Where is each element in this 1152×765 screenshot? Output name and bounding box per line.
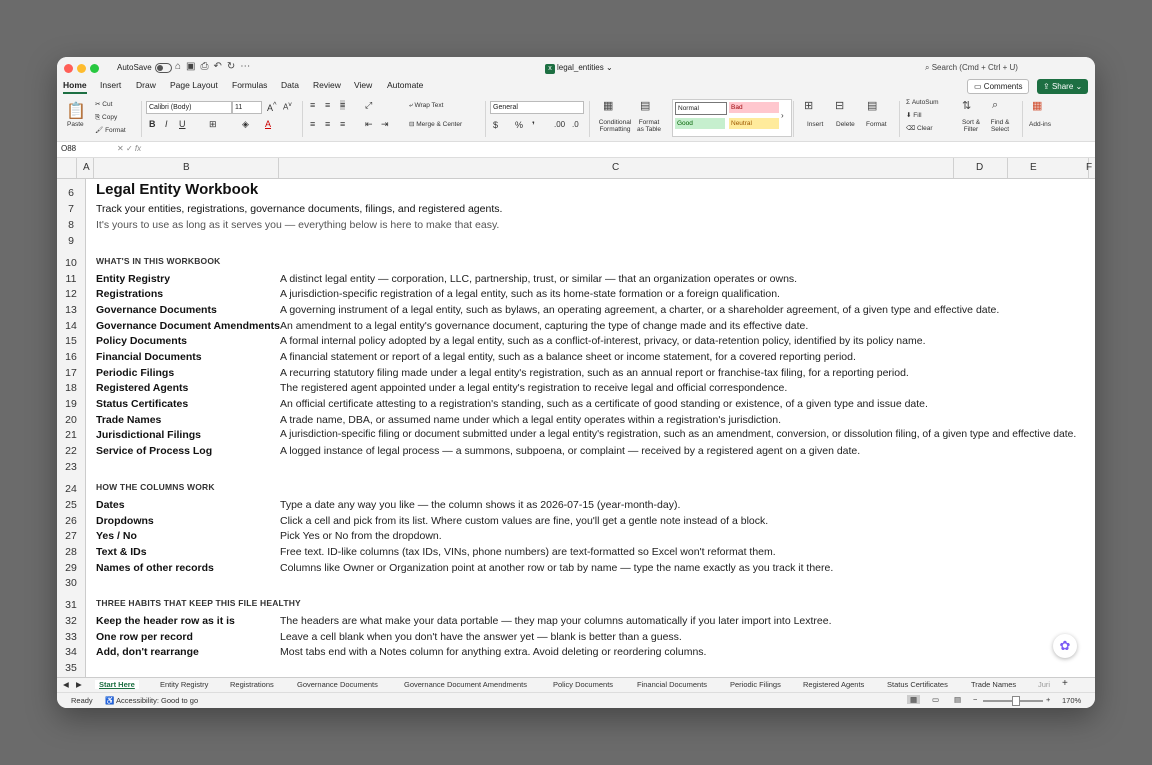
tab-automate[interactable]: Automate	[387, 80, 424, 90]
decrease-indent-icon[interactable]: ⇤	[365, 119, 373, 129]
home-icon[interactable]: ⌂	[175, 61, 187, 72]
row-number[interactable]: 19	[65, 398, 77, 410]
workbook-item-name: Service of Process Log	[96, 445, 213, 457]
underline-icon[interactable]: U	[179, 119, 186, 129]
normal-view-icon[interactable]: ▦	[907, 695, 920, 704]
excel-window	[57, 57, 1095, 708]
row-number[interactable]: 31	[65, 599, 77, 611]
clear-label: Clear	[917, 125, 933, 132]
row-number[interactable]: 20	[65, 414, 77, 426]
workbook-item-desc: A distinct legal entity — corporation, LLC, partnership, trust, or similar — that an organization operates or owns.	[280, 273, 798, 285]
align-right-icon[interactable]: ≡	[340, 119, 346, 129]
zoom-window-button[interactable]	[90, 64, 99, 73]
chevron-down-icon: ⌄	[605, 63, 613, 72]
tab-draw[interactable]: Draw	[136, 80, 156, 90]
ribbon-divider	[1022, 101, 1023, 137]
delete-cells-icon[interactable]: ⊟	[835, 100, 845, 112]
row-number[interactable]: 35	[65, 662, 77, 674]
row-number[interactable]: 8	[68, 219, 74, 231]
currency-icon[interactable]: $	[493, 120, 499, 130]
column-header-e[interactable]: E	[1030, 162, 1037, 173]
row-number[interactable]: 12	[65, 288, 77, 300]
row-number[interactable]: 6	[68, 187, 74, 199]
find-select-button[interactable]: Find & Select	[990, 119, 1010, 134]
zoom-slider-handle[interactable]	[1012, 696, 1020, 706]
ribbon-tabs	[57, 79, 1095, 97]
orientation-icon[interactable]: ⤢	[365, 100, 373, 110]
decrease-decimal-icon[interactable]: .0	[572, 120, 579, 129]
workbook-title: Legal Entity Workbook	[96, 181, 259, 198]
workbook-item-desc: An amendment to a legal entity's governance document, capturing the type of change made and its effective date.	[280, 320, 809, 332]
sheet-tab-jurisdictional-filings[interactable]: Juri	[1038, 680, 1051, 689]
redo-icon[interactable]: ↻	[226, 61, 241, 72]
column-divider	[278, 158, 279, 178]
sheet-tab-financial-documents[interactable]: Financial Documents	[637, 680, 708, 689]
section-heading: THREE HABITS THAT KEEP THIS FILE HEALTHY	[96, 598, 301, 608]
sort-filter-button[interactable]: Sort & Filter	[961, 119, 981, 134]
delete-cells-button[interactable]: Delete	[836, 121, 855, 128]
intro-subtext: It's yours to use as long as it serves you — everything below is here to make that easy.	[96, 219, 500, 231]
sort-filter-icon[interactable]: ⇅	[962, 100, 972, 112]
enter-icon[interactable]: ✓	[125, 144, 133, 153]
row-number[interactable]: 13	[65, 304, 77, 316]
status-bar	[57, 692, 1095, 708]
comment-icon: ▭	[974, 82, 982, 91]
tab-review[interactable]: Review	[313, 80, 341, 90]
align-left-icon[interactable]: ≡	[310, 119, 316, 129]
close-window-button[interactable]	[64, 64, 73, 73]
workbook-item-name: Governance Documents	[96, 304, 217, 316]
workbook-item-name: Registered Agents	[96, 382, 189, 394]
sheet-tab-governance-document-amendments[interactable]: Governance Document Amendments	[404, 680, 527, 689]
format-as-table-icon[interactable]: ▤	[640, 100, 651, 112]
chevron-down-icon: ⌄	[1075, 82, 1083, 91]
row-number[interactable]: 11	[65, 273, 77, 285]
row-number[interactable]: 23	[65, 461, 77, 473]
paste-button[interactable]: Paste	[67, 121, 84, 128]
row-number[interactable]: 29	[65, 562, 77, 574]
fill-button[interactable]: ⬇ Fill	[906, 112, 922, 119]
row-number[interactable]: 7	[68, 203, 74, 215]
autosave-switch[interactable]	[155, 63, 172, 73]
decrease-font-icon[interactable]: $A^v$	[283, 101, 292, 112]
more-icon[interactable]: ⋯	[240, 61, 256, 72]
row-number[interactable]: 27	[65, 530, 77, 542]
column-divider	[953, 158, 954, 178]
title-bar	[57, 57, 1095, 79]
style-normal[interactable]: Normal	[675, 102, 727, 115]
workbook-item-desc: A financial statement or report of a legal entity, such as a balance sheet or income statement, for a covered reporting period.	[280, 351, 856, 363]
column-rule-desc: Free text. ID-like columns (tax IDs, VINs, phone numbers) are text-formatted so Excel won't reformat them.	[280, 546, 776, 558]
column-divider	[1007, 158, 1008, 178]
row-number[interactable]: 25	[65, 499, 77, 511]
comments-button[interactable]	[967, 79, 1029, 94]
cancel-icon[interactable]: ✕	[117, 144, 124, 153]
insert-cells-button[interactable]: Insert	[807, 121, 824, 128]
column-header-b[interactable]: B	[183, 162, 190, 173]
habit-desc: Leave a cell blank when you don't have the answer yet — blank is better than a guess.	[280, 631, 682, 643]
sheet-tabs	[57, 677, 1095, 692]
ribbon-home	[57, 97, 1095, 142]
autosave-toggle[interactable]	[117, 63, 172, 73]
autosum-label: AutoSum	[911, 99, 939, 106]
autosave-label: AutoSave	[117, 63, 152, 73]
workbook-item-desc: A logged instance of legal process — a summons, subpoena, or complaint — received by a registered agent on a given date.	[280, 445, 861, 457]
copilot-icon[interactable]: ✿	[1053, 634, 1077, 658]
row-number[interactable]: 34	[65, 646, 77, 658]
comments-label: Comments	[983, 82, 1023, 91]
workbook-item-desc: A jurisdiction-specific filing or document submitted under a legal entity's registration, such as an amendment, conversion, or dissolution filing, of a given type and effective date.	[280, 429, 1077, 440]
row-number[interactable]: 26	[65, 515, 77, 527]
find-select-icon[interactable]: ⌕	[992, 99, 999, 111]
search-box[interactable]	[925, 63, 1018, 73]
workbook-item-name: Policy Documents	[96, 335, 188, 347]
workbook-item-desc: The registered agent appointed under a legal entity's registration to receive legal and official correspondence.	[280, 382, 788, 394]
column-rule-name: Dropdowns	[96, 515, 154, 527]
search-icon: ⌕	[925, 63, 930, 72]
excel-file-icon: x	[545, 64, 555, 74]
column-rule-desc: Columns like Owner or Organization point at another row or tab by name — type the name exactly as you track it there.	[280, 562, 834, 574]
row-number[interactable]: 16	[65, 351, 77, 363]
percent-icon[interactable]: %	[515, 120, 524, 130]
paste-icon[interactable]: 📋	[66, 103, 86, 120]
column-header-d[interactable]: D	[976, 162, 984, 173]
column-rule-desc: Click a cell and pick from its list. Where custom values are fine, you'll get a gentle note instead of a block.	[280, 515, 769, 527]
column-header-a[interactable]: A	[83, 162, 90, 173]
tab-home[interactable]: Home	[63, 80, 87, 94]
align-middle-icon[interactable]: ≡	[325, 100, 331, 110]
intro-text: Track your entities, registrations, governance documents, filings, and registered agents.	[96, 203, 503, 215]
insert-cells-icon[interactable]: ⊞	[804, 100, 814, 112]
align-top-icon[interactable]: ≡	[310, 100, 316, 110]
workbook-item-desc: A governing instrument of a legal entity, such as bylaws, an operating agreement, a charter, or a shareholder agreement, of a given type and effective date.	[280, 304, 1000, 316]
style-neutral[interactable]: Neutral	[729, 118, 779, 129]
bold-icon[interactable]: B	[149, 119, 156, 129]
row-number[interactable]: 18	[65, 382, 77, 394]
habit-desc: Most tabs end with a Notes column for anything extra. Avoid deleting or reordering columns.	[280, 646, 707, 658]
sheet-tab-registered-agents[interactable]: Registered Agents	[803, 680, 865, 689]
add-sheet-icon[interactable]: +	[1062, 678, 1068, 689]
format-cells-icon[interactable]: ▤	[867, 100, 878, 112]
column-rule-name: Yes / No	[96, 530, 137, 542]
increase-font-icon[interactable]: A^	[267, 100, 277, 113]
sheet-tab-governance-documents[interactable]: Governance Documents	[297, 680, 378, 689]
workbook-item-desc: A recurring statutory filing made under a legal entity's registration, such as an annual report or franchise-tax filing, for a reporting period.	[280, 367, 909, 379]
fill-color-icon[interactable]: ◈	[242, 119, 249, 129]
copy-button[interactable]: ⎘ Copy	[95, 114, 118, 121]
save-icon[interactable]: ▣	[186, 61, 201, 72]
row-number[interactable]: 22	[65, 445, 77, 457]
column-rule-name: Text & IDs	[96, 546, 147, 558]
format-painter-button[interactable]: 🖌 Format	[95, 127, 126, 134]
italic-icon[interactable]: I	[165, 119, 168, 129]
zoom-out-icon[interactable]: −	[973, 695, 978, 704]
column-divider	[76, 158, 77, 178]
habit-name: Add, don't rearrange	[96, 646, 199, 658]
workbook-item-name: Financial Documents	[96, 351, 202, 363]
workbook-item-desc: A trade name, DBA, or assumed name under which a legal entity operates within a registration's jurisdiction.	[280, 414, 782, 426]
formula-input[interactable]	[165, 143, 1085, 155]
row-number[interactable]: 9	[68, 235, 74, 247]
share-button[interactable]	[1037, 79, 1088, 94]
format-cells-button[interactable]: Format	[866, 121, 887, 128]
minimize-window-button[interactable]	[77, 64, 86, 73]
tab-data[interactable]: Data	[281, 80, 299, 90]
row-number[interactable]: 14	[65, 320, 77, 332]
section-heading: HOW THE COLUMNS WORK	[96, 482, 215, 492]
ribbon-divider	[899, 101, 900, 137]
quick-access-toolbar	[175, 61, 255, 72]
workbook-item-name: Jurisdictional Filings	[96, 429, 202, 441]
sheet-tab-status-certificates[interactable]: Status Certificates	[887, 680, 948, 689]
chevron-right-icon[interactable]: ›	[781, 111, 784, 120]
clear-button[interactable]: ⌫ Clear	[906, 125, 933, 132]
sheet-tab-trade-names[interactable]: Trade Names	[971, 680, 1017, 689]
zoom-in-icon[interactable]: +	[1046, 695, 1051, 704]
zoom-level[interactable]: 170%	[1062, 696, 1082, 705]
row-number[interactable]: 24	[65, 483, 77, 495]
format-painter-label: Format	[105, 127, 126, 134]
increase-decimal-icon[interactable]: .00	[554, 120, 566, 129]
font-color-icon[interactable]: A	[265, 119, 272, 129]
ribbon-divider	[302, 101, 303, 137]
wrap-text-label: Wrap Text	[414, 102, 444, 109]
addins-button[interactable]: Add-ins	[1029, 121, 1052, 128]
sheet-grid[interactable]	[57, 179, 1095, 678]
accessibility-label: Accessibility: Good to go	[116, 696, 199, 705]
ribbon-divider	[485, 101, 486, 137]
window-controls	[64, 64, 103, 76]
habit-name: One row per record	[96, 631, 193, 643]
column-header-f[interactable]: F	[1086, 162, 1093, 173]
row-number[interactable]: 32	[65, 615, 77, 627]
number-format-select[interactable]: General	[490, 101, 584, 114]
tab-formulas[interactable]: Formulas	[232, 80, 268, 90]
style-bad[interactable]: Bad	[729, 102, 779, 113]
style-good[interactable]: Good	[675, 118, 725, 129]
row-number[interactable]: 17	[65, 367, 77, 379]
sheet-tab-start-here[interactable]: Start Here	[95, 680, 139, 689]
column-rule-desc: Type a date any way you like — the column shows it as 2026-07-15 (year-month-day).	[280, 499, 681, 511]
column-rule-name: Names of other records	[96, 562, 214, 574]
wrap-text-button[interactable]: ⤶ Wrap Text	[409, 102, 444, 109]
section-heading: WHAT'S IN THIS WORKBOOK	[96, 256, 221, 266]
column-rule-desc: Pick Yes or No from the dropdown.	[280, 530, 442, 542]
accessibility-icon: ♿	[105, 696, 115, 705]
align-bottom-icon[interactable]: ≡	[340, 100, 346, 110]
workbook-item-name: Governance Document Amendments	[96, 320, 280, 332]
tab-view[interactable]: View	[354, 80, 373, 90]
habit-name: Keep the header row as it is	[96, 615, 235, 627]
row-number[interactable]: 15	[65, 335, 77, 347]
fx-label: fx	[134, 144, 142, 153]
cell-styles-gallery	[672, 99, 792, 137]
workbook-item-name: Trade Names	[96, 414, 162, 426]
workbook-item-desc: A formal internal policy adopted by a legal entity, such as a conflict-of-interest, privacy, or data-retention policy, identified by its policy name.	[280, 335, 926, 347]
share-icon: ⇪	[1043, 82, 1050, 91]
share-label: Share	[1051, 82, 1074, 91]
borders-icon[interactable]: ⊞	[209, 119, 217, 129]
column-header-c[interactable]: C	[612, 162, 620, 173]
autosum-button[interactable]: Σ AutoSum	[906, 99, 939, 106]
ribbon-divider	[793, 101, 794, 137]
workbook-item-name: Periodic Filings	[96, 367, 175, 379]
column-rule-name: Dates	[96, 499, 125, 511]
cut-button[interactable]: ✂ Cut	[95, 101, 113, 108]
sheet-tab-entity-registry[interactable]: Entity Registry	[160, 680, 209, 689]
increase-indent-icon[interactable]: ⇥	[381, 119, 389, 129]
workbook-item-name: Status Certificates	[96, 398, 189, 410]
workbook-item-desc: A jurisdiction-specific registration of a legal entity, such as its home-state formation or a foreign qualification.	[280, 288, 780, 300]
cut-label: Cut	[102, 101, 113, 108]
ribbon-divider	[141, 101, 142, 137]
print-icon[interactable]: ⎙	[200, 61, 214, 72]
scroll-right-icon[interactable]: ▶	[76, 680, 82, 689]
accessibility-status[interactable]	[105, 696, 198, 705]
conditional-formatting-button[interactable]: Conditional Formatting	[598, 119, 632, 134]
search-placeholder: Search (Cmd + Ctrl + U)	[931, 63, 1018, 72]
row-number[interactable]: 28	[65, 546, 77, 558]
tab-page-layout[interactable]: Page Layout	[170, 80, 218, 90]
row-number[interactable]: 30	[65, 577, 77, 589]
page-break-view-icon[interactable]: ▤	[954, 695, 962, 704]
fx-icon[interactable]	[117, 144, 141, 153]
ribbon-divider	[589, 101, 590, 137]
tab-insert[interactable]: Insert	[100, 80, 122, 90]
conditional-formatting-icon[interactable]: ▦	[603, 100, 614, 112]
merge-center-label: Merge & Center	[416, 121, 463, 128]
file-name: legal_entities	[557, 63, 604, 72]
workbook-item-name: Entity Registry	[96, 273, 171, 285]
habit-desc: The headers are what make your data portable — they map your columns automatically if you later import into Lextree.	[280, 615, 832, 627]
font-name-select[interactable]: Calibri (Body)	[146, 101, 232, 114]
scroll-left-icon[interactable]: ◀	[63, 680, 69, 689]
format-as-table-button[interactable]: Format as Table	[636, 119, 662, 134]
formula-bar	[57, 142, 1095, 158]
font-size-select[interactable]: 11	[232, 101, 262, 114]
sheet-tab-periodic-filings[interactable]: Periodic Filings	[730, 680, 781, 689]
addins-icon[interactable]: ▦	[1032, 100, 1043, 112]
row-number[interactable]: 33	[65, 631, 77, 643]
fill-label: Fill	[913, 112, 922, 119]
copy-label: Copy	[102, 114, 118, 121]
column-divider	[93, 158, 94, 178]
row-number[interactable]: 10	[65, 257, 77, 269]
status-ready: Ready	[71, 696, 93, 705]
workbook-item-name: Registrations	[96, 288, 164, 300]
page-layout-view-icon[interactable]: ▭	[932, 695, 940, 704]
name-box[interactable]: O88	[61, 144, 77, 153]
workbook-item-desc: An official certificate attesting to a registration's standing, such as a certificate of good standing or existence, of a given type and issue date.	[280, 398, 928, 410]
align-center-icon[interactable]: ≡	[325, 119, 331, 129]
comma-icon[interactable]: ❜	[532, 120, 535, 130]
sheet-tab-registrations[interactable]: Registrations	[230, 680, 274, 689]
undo-icon[interactable]: ↶	[213, 61, 227, 72]
document-title[interactable]	[545, 63, 613, 74]
row-number[interactable]: 21	[65, 429, 77, 441]
sheet-tab-policy-documents[interactable]: Policy Documents	[553, 680, 614, 689]
merge-center-button[interactable]: ⊟ Merge & Center	[409, 121, 463, 128]
column-headers	[57, 158, 1095, 179]
